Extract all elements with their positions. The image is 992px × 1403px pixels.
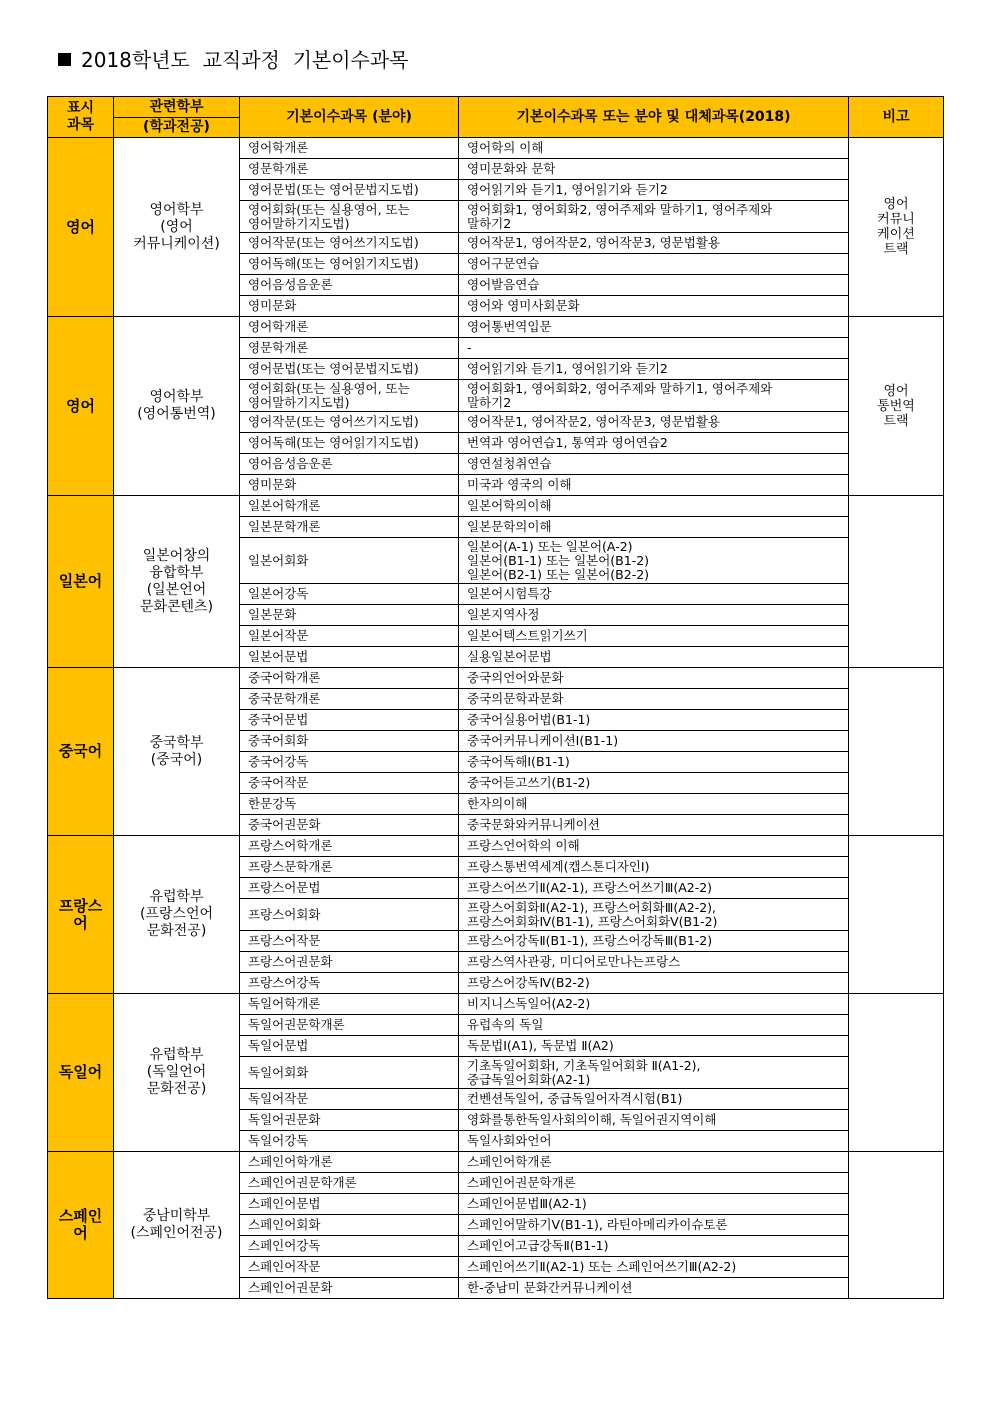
table-row <box>48 668 944 689</box>
alt-course-cell: 영어읽기와 듣기1, 영어읽기와 듣기2 <box>459 359 849 380</box>
alt-course-cell: 프랑스어쓰기Ⅱ(A2-1), 프랑스어쓰기Ⅲ(A2-2) <box>459 878 849 899</box>
basic-course-cell: 일본어강독 <box>240 584 459 605</box>
basic-course-cell: 영문학개론 <box>240 159 459 180</box>
basic-course-cell: 일본어회화 <box>240 538 459 584</box>
alt-course-cell: 영어읽기와 듣기1, 영어읽기와 듣기2 <box>459 180 849 201</box>
alt-course-cell: 프랑스어강독Ⅳ(B2-2) <box>459 973 849 994</box>
alt-course-cell: 스페인어고급강독Ⅱ(B1-1) <box>459 1236 849 1257</box>
note-cell <box>849 496 944 668</box>
basic-course-cell: 프랑스어회화 <box>240 899 459 931</box>
alt-course-cell: 일본지역사정 <box>459 605 849 626</box>
alt-course-cell: 프랑스역사관광, 미디어로만나는프랑스 <box>459 952 849 973</box>
alt-course-cell: 영어작문1, 영어작문2, 영어작문3, 영문법활용 <box>459 233 849 254</box>
basic-course-cell: 독일어강독 <box>240 1131 459 1152</box>
basic-course-cell: 영어음성음운론 <box>240 275 459 296</box>
basic-course-cell: 프랑스어강독 <box>240 973 459 994</box>
department-cell: 유럽학부 (프랑스언어 문화전공) <box>114 836 240 994</box>
alt-course-cell: 스페인어말하기Ⅴ(B1-1), 라틴아메리카이슈토론 <box>459 1215 849 1236</box>
basic-course-cell: 중국어권문화 <box>240 815 459 836</box>
basic-course-cell: 일본어작문 <box>240 626 459 647</box>
basic-course-cell: 중국어회화 <box>240 731 459 752</box>
alt-course-cell: 영어회화1, 영어회화2, 영어주제와 말하기1, 영어주제와 말하기2 <box>459 380 849 412</box>
note-cell <box>849 1152 944 1299</box>
header-alt-course: 기본이수과목 또는 분야 및 대체과목(2018) <box>459 97 849 138</box>
alt-course-cell: 중국의문학과문화 <box>459 689 849 710</box>
alt-course-cell: 한자의이해 <box>459 794 849 815</box>
header-row <box>48 97 944 118</box>
alt-course-cell: 영미문화와 문학 <box>459 159 849 180</box>
basic-course-cell: 프랑스어작문 <box>240 931 459 952</box>
basic-course-cell: 영어독해(또는 영어읽기지도법) <box>240 254 459 275</box>
basic-course-cell: 중국어문법 <box>240 710 459 731</box>
alt-course-cell: 스페인어학개론 <box>459 1152 849 1173</box>
basic-course-cell: 영어작문(또는 영어쓰기지도법) <box>240 233 459 254</box>
table-row <box>48 836 944 857</box>
alt-course-cell: 영어발음연습 <box>459 275 849 296</box>
alt-course-cell: 중국어커뮤니케이션Ⅰ(B1-1) <box>459 731 849 752</box>
basic-course-cell: 프랑스어학개론 <box>240 836 459 857</box>
alt-course-cell: 미국과 영국의 이해 <box>459 475 849 496</box>
basic-course-cell: 일본어문법 <box>240 647 459 668</box>
basic-course-cell: 독일어작문 <box>240 1089 459 1110</box>
basic-course-cell: 영어문법(또는 영어문법지도법) <box>240 180 459 201</box>
alt-course-cell: 프랑스어회화Ⅱ(A2-1), 프랑스어회화Ⅲ(A2-2), 프랑스어회화Ⅳ(B1-1), 프랑스어회화Ⅴ(B1-2) <box>459 899 849 931</box>
basic-course-cell: 스페인어학개론 <box>240 1152 459 1173</box>
alt-course-cell: 일본어학의이해 <box>459 496 849 517</box>
header-note: 비고 <box>849 97 944 138</box>
alt-course-cell: 영어와 영미사회문화 <box>459 296 849 317</box>
department-cell: 영어학부 (영어통번역) <box>114 317 240 496</box>
basic-course-cell: 독일어권문학개론 <box>240 1015 459 1036</box>
alt-course-cell: 일본어텍스트읽기쓰기 <box>459 626 849 647</box>
header-subject: 표시 과목 <box>48 97 114 138</box>
header-dept-top: 관련학부 <box>114 97 240 118</box>
table-row <box>48 317 944 338</box>
alt-course-cell: 중국의언어와문화 <box>459 668 849 689</box>
basic-course-cell: 영어문법(또는 영어문법지도법) <box>240 359 459 380</box>
basic-course-cell: 영어회화(또는 실용영어, 또는 영어말하기지도법) <box>240 201 459 233</box>
alt-course-cell: 영어구문연습 <box>459 254 849 275</box>
basic-course-cell: 스페인어회화 <box>240 1215 459 1236</box>
subject-cell: 일본어 <box>48 496 114 668</box>
table-row <box>48 994 944 1015</box>
basic-course-cell: 영어작문(또는 영어쓰기지도법) <box>240 412 459 433</box>
subject-cell: 스페인 어 <box>48 1152 114 1299</box>
basic-course-cell: 스페인어문법 <box>240 1194 459 1215</box>
alt-course-cell: 영화를통한독일사회의이해, 독일어권지역이해 <box>459 1110 849 1131</box>
alt-course-cell: 스페인어쓰기Ⅱ(A2-1) 또는 스페인어쓰기Ⅲ(A2-2) <box>459 1257 849 1278</box>
basic-course-cell: 일본어학개론 <box>240 496 459 517</box>
alt-course-cell: 중국문화와커뮤니케이션 <box>459 815 849 836</box>
alt-course-cell: 프랑스어강독Ⅱ(B1-1), 프랑스어강독Ⅲ(B1-2) <box>459 931 849 952</box>
alt-course-cell: 영연설청취연습 <box>459 454 849 475</box>
alt-course-cell: 일본문학의이해 <box>459 517 849 538</box>
basic-course-cell: 일본문학개론 <box>240 517 459 538</box>
basic-course-cell: 스페인어권문화 <box>240 1278 459 1299</box>
basic-course-cell: 중국어강독 <box>240 752 459 773</box>
basic-course-cell: 중국문학개론 <box>240 689 459 710</box>
basic-course-cell: 프랑스문학개론 <box>240 857 459 878</box>
header-basic-course: 기본이수과목 (분야) <box>240 97 459 138</box>
basic-course-cell: 영어학개론 <box>240 138 459 159</box>
subject-cell: 프랑스 어 <box>48 836 114 994</box>
basic-course-cell: 중국어학개론 <box>240 668 459 689</box>
basic-course-cell: 한문강독 <box>240 794 459 815</box>
basic-course-cell: 독일어문법 <box>240 1036 459 1057</box>
course-table <box>47 96 944 1299</box>
alt-course-cell: 중국어듣고쓰기(B1-2) <box>459 773 849 794</box>
basic-course-cell: 중국어작문 <box>240 773 459 794</box>
basic-course-cell: 독일어권문화 <box>240 1110 459 1131</box>
table-row <box>48 138 944 159</box>
alt-course-cell: 독문법Ⅰ(A1), 독문법 Ⅱ(A2) <box>459 1036 849 1057</box>
note-cell: 영어 통번역 트랙 <box>849 317 944 496</box>
header-dept-bottom: (학과전공) <box>114 118 240 138</box>
alt-course-cell: 컨벤션독일어, 중급독일어자격시험(B1) <box>459 1089 849 1110</box>
department-cell: 일본어창의 융합학부 (일본언어 문화콘텐츠) <box>114 496 240 668</box>
alt-course-cell: 번역과 영어연습1, 통역과 영어연습2 <box>459 433 849 454</box>
alt-course-cell: 실용일본어문법 <box>459 647 849 668</box>
table-row <box>48 1152 944 1173</box>
document-title <box>58 44 409 73</box>
alt-course-cell: 영어통번역입문 <box>459 317 849 338</box>
basic-course-cell: 영어음성음운론 <box>240 454 459 475</box>
basic-course-cell: 영어회화(또는 실용영어, 또는 영어말하기지도법) <box>240 380 459 412</box>
alt-course-cell: 중국어독해Ⅰ(B1-1) <box>459 752 849 773</box>
department-cell: 중남미학부 (스페인어전공) <box>114 1152 240 1299</box>
basic-course-cell: 영어학개론 <box>240 317 459 338</box>
alt-course-cell: 스페인어권문학개론 <box>459 1173 849 1194</box>
alt-course-cell: 영어학의 이해 <box>459 138 849 159</box>
alt-course-cell: 영어작문1, 영어작문2, 영어작문3, 영문법활용 <box>459 412 849 433</box>
alt-course-cell: 한-중남미 문화간커뮤니케이션 <box>459 1278 849 1299</box>
alt-course-cell: 일본어(A-1) 또는 일본어(A-2) 일본어(B1-1) 또는 일본어(B1-2) 일본어(B2-1) 또는 일본어(B2-2) <box>459 538 849 584</box>
basic-course-cell: 영문학개론 <box>240 338 459 359</box>
basic-course-cell: 영미문화 <box>240 475 459 496</box>
alt-course-cell: 독일사회와언어 <box>459 1131 849 1152</box>
subject-cell: 독일어 <box>48 994 114 1152</box>
department-cell: 영어학부 (영어 커뮤니케이션) <box>114 138 240 317</box>
alt-course-cell: 비지니스독일어(A2-2) <box>459 994 849 1015</box>
subject-cell: 중국어 <box>48 668 114 836</box>
note-cell <box>849 994 944 1152</box>
basic-course-cell: 스페인어강독 <box>240 1236 459 1257</box>
table-row <box>48 496 944 517</box>
alt-course-cell: 스페인어문법Ⅲ(A2-1) <box>459 1194 849 1215</box>
alt-course-cell: 영어회화1, 영어회화2, 영어주제와 말하기1, 영어주제와 말하기2 <box>459 201 849 233</box>
department-cell: 유럽학부 (독일언어 문화전공) <box>114 994 240 1152</box>
basic-course-cell: 영어독해(또는 영어읽기지도법) <box>240 433 459 454</box>
alt-course-cell: 중국어실용어법(B1-1) <box>459 710 849 731</box>
basic-course-cell: 영미문화 <box>240 296 459 317</box>
department-cell: 중국학부 (중국어) <box>114 668 240 836</box>
note-cell: 영어 커뮤니 케이션 트랙 <box>849 138 944 317</box>
subject-cell: 영어 <box>48 317 114 496</box>
basic-course-cell: 프랑스어권문화 <box>240 952 459 973</box>
black-square-icon <box>58 53 71 66</box>
alt-course-cell: 프랑스언어학의 이해 <box>459 836 849 857</box>
basic-course-cell: 프랑스어문법 <box>240 878 459 899</box>
alt-course-cell: 프랑스통번역세계(캡스톤디자인Ⅰ) <box>459 857 849 878</box>
basic-course-cell: 스페인어작문 <box>240 1257 459 1278</box>
page-title: 2018학년도 교직과정 기본이수과목 <box>81 48 409 72</box>
basic-course-cell: 일본문화 <box>240 605 459 626</box>
basic-course-cell: 독일어회화 <box>240 1057 459 1089</box>
alt-course-cell: 유럽속의 독일 <box>459 1015 849 1036</box>
alt-course-cell: 기초독일어회화Ⅰ, 기초독일어회화 Ⅱ(A1-2), 중급독일어회화(A2-1) <box>459 1057 849 1089</box>
alt-course-cell: 일본어시험특강 <box>459 584 849 605</box>
note-cell <box>849 668 944 836</box>
note-cell <box>849 836 944 994</box>
basic-course-cell: 스페인어권문학개론 <box>240 1173 459 1194</box>
basic-course-cell: 독일어학개론 <box>240 994 459 1015</box>
alt-course-cell: - <box>459 338 849 359</box>
subject-cell: 영어 <box>48 138 114 317</box>
